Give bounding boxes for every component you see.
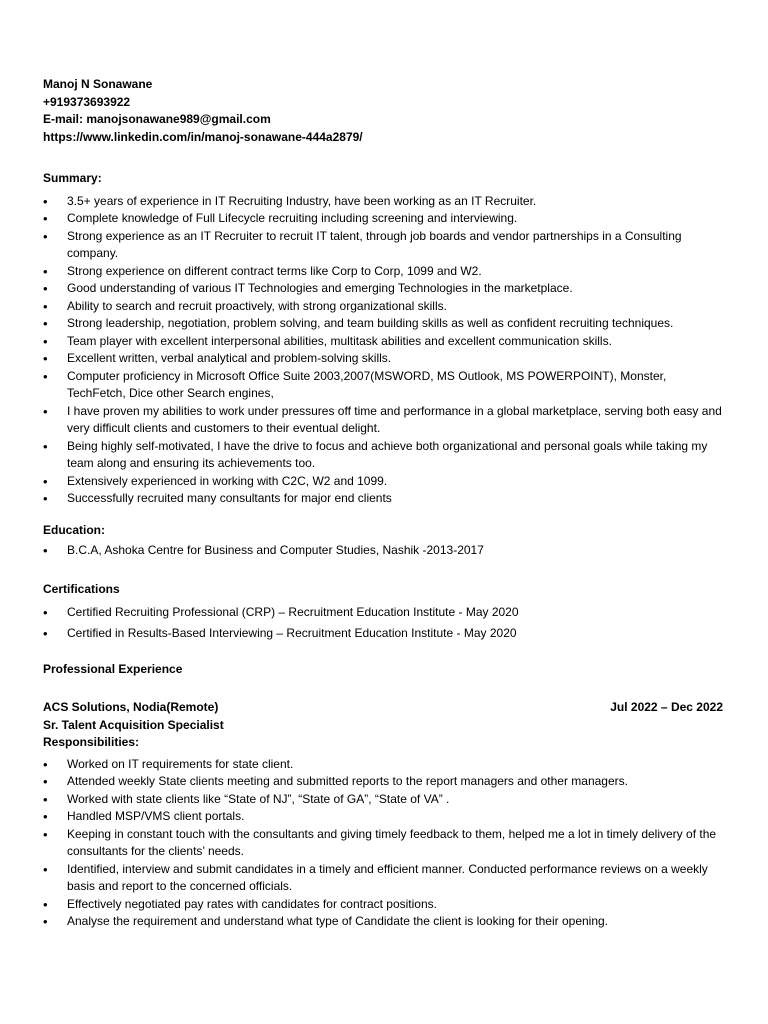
summary-item: • Strong experience as an IT Recruiter to recruit IT talent, through job boards and vendor partnerships in a Consulting company. <box>43 228 725 263</box>
summary-item: • Excellent written, verbal analytical and problem-solving skills. <box>43 350 725 368</box>
summary-item: • Being highly self-motivated, I have the drive to focus and achieve both organizational and personal goals while taking my team along and ensuring its achievements too. <box>43 438 725 473</box>
email-address: E-mail: manojsonawane989@gmail.com <box>43 112 271 126</box>
responsibility-item: • Effectively negotiated pay rates with candidates for contract positions. <box>43 896 723 914</box>
job-company: ACS Solutions, Nodia(Remote) <box>43 700 219 714</box>
education-item: • B.C.A, Ashoka Centre for Business and Computer Studies, Nashik -2013-2017 <box>43 542 725 560</box>
education-section <box>43 522 725 559</box>
summary-item: • Extensively experienced in working with C2C, W2 and 1099. <box>43 473 725 491</box>
certification-item: • Certified Recruiting Professional (CRP) – Recruitment Education Institute - May 2020 <box>43 604 725 622</box>
job-title: Sr. Talent Acquisition Specialist <box>43 717 224 732</box>
summary-list <box>43 193 725 508</box>
experience-heading: Professional Experience <box>43 662 183 676</box>
responsibility-item: • Attended weekly State clients meeting and submitted reports to the report managers and other managers. <box>43 773 723 791</box>
phone-number: +919373693922 <box>43 94 131 109</box>
candidate-name: Manoj N Sonawane <box>43 77 153 91</box>
summary-item: • Good understanding of various IT Technologies and emerging Technologies in the marketplace. <box>43 280 725 298</box>
responsibility-item: • Identified, interview and submit candidates in a timely and efficient manner. Conducted performance reviews on a weekly basis and report to the concerned officials. <box>43 861 723 896</box>
education-list <box>43 542 725 560</box>
summary-item: • Computer proficiency in Microsoft Office Suite 2003,2007(MSWORD, MS Outlook, MS POWERPOINT), Monster, TechFetch, Dice other Search engines, <box>43 368 725 403</box>
responsibility-item: • Keeping in constant touch with the consultants and giving timely feedback to them, helped me a lot in timely delivery of the consultants for the clients’ needs. <box>43 826 723 861</box>
responsibility-item: • Handled MSP/VMS client portals. <box>43 808 723 826</box>
linkedin-url[interactable]: https://www.linkedin.com/in/manoj-sonawane-444a2879/ <box>43 129 363 144</box>
summary-item: • Ability to search and recruit proactively, with strong organizational skills. <box>43 298 725 316</box>
summary-item: • Successfully recruited many consultants for major end clients <box>43 490 725 508</box>
summary-item: • 3.5+ years of experience in IT Recruiting Industry, have been working as an IT Recruiter. <box>43 193 725 211</box>
summary-item: • Team player with excellent interpersonal abilities, multitask abilities and excellent communication skills. <box>43 333 725 351</box>
certifications-list <box>43 604 725 643</box>
summary-item: • I have proven my abilities to work under pressures off time and performance in a global marketplace, serving both easy and very difficult clients and customers to their eventual delight. <box>43 403 725 438</box>
responsibilities-list <box>43 756 723 931</box>
certifications-section <box>43 581 725 647</box>
summary-item: • Complete knowledge of Full Lifecycle recruiting including screening and interviewing. <box>43 210 725 228</box>
summary-item: • Strong experience on different contract terms like Corp to Corp, 1099 and W2. <box>43 263 725 281</box>
summary-item: • Strong leadership, negotiation, problem solving, and team building skills as well as confident recruiting techniques. <box>43 315 725 333</box>
summary-heading: Summary: <box>43 171 102 185</box>
certifications-heading: Certifications <box>43 582 120 596</box>
job-header-row <box>43 699 723 717</box>
responsibility-item: • Analyse the requirement and understand what type of Candidate the client is looking for their opening. <box>43 913 723 931</box>
job-entry <box>43 699 723 931</box>
responsibility-item: • Worked on IT requirements for state client. <box>43 756 723 774</box>
summary-section <box>43 170 725 508</box>
education-heading: Education: <box>43 523 105 537</box>
responsibility-item: • Worked with state clients like “State of NJ”, “State of GA”, “State of VA” . <box>43 791 723 809</box>
responsibilities-heading: Responsibilities: <box>43 735 140 749</box>
contact-header <box>43 76 725 146</box>
certification-item: • Certified in Results-Based Interviewing – Recruitment Education Institute - May 2020 <box>43 625 725 643</box>
job-dates: Jul 2022 – Dec 2022 <box>610 700 723 714</box>
